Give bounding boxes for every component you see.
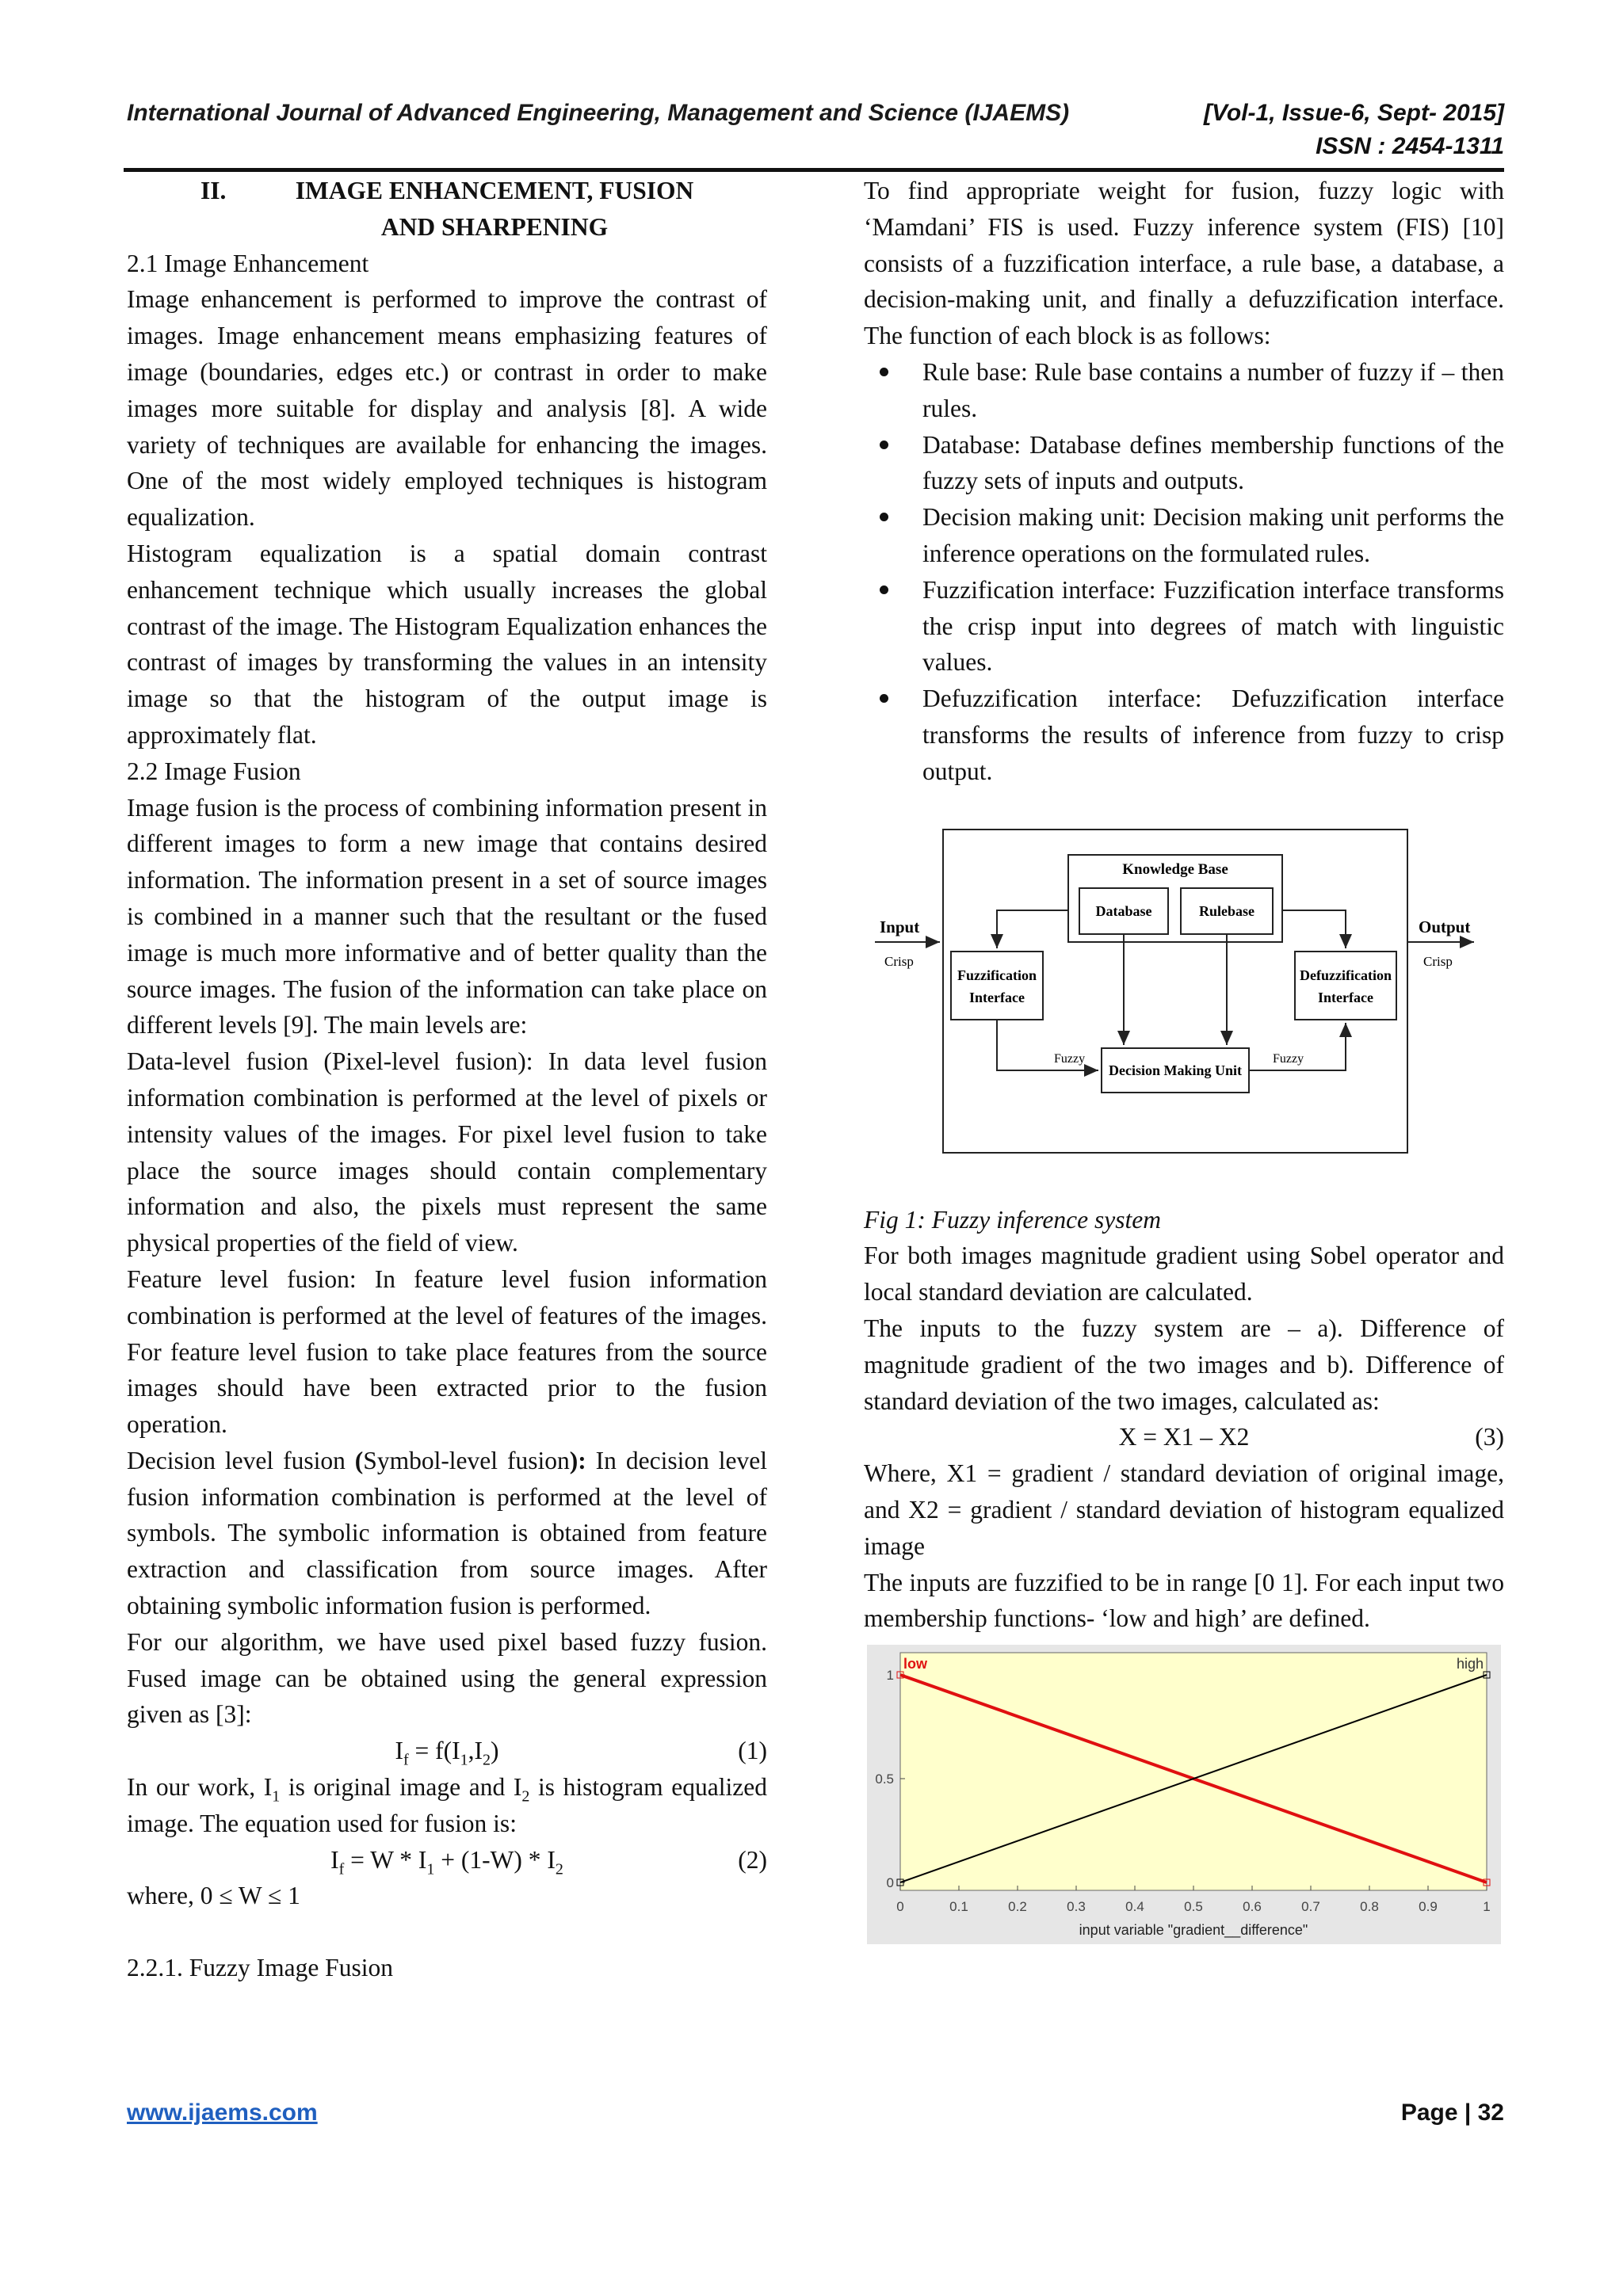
equation-number: (1) [738,1737,767,1765]
paragraph: Decision level fusion (Symbol-level fusion): In decision level fusion information combination is performed at the level of symbols. The symbolic information is obtained from feature extraction and classification from source images. After obtaining symbolic information fusion is performed. [127,1446,767,1620]
x-tick-label: 0.5 [1184,1899,1203,1915]
fuzzy-left-label: Fuzzy [1054,1051,1086,1066]
kb-to-fuzz-arrow [997,910,1068,948]
paragraph: Feature level fusion: In feature level fusion information combination is performed at the level of features of the images. For feature level fusion to take place features from the source images should have been extracted prior to the fusion operation. [127,1264,767,1439]
subsection-2-2-heading: 2.2 Image Fusion [127,757,301,785]
bullet-icon [880,368,888,376]
bullet-icon [880,513,888,521]
knowledge-base-label: Knowledge Base [1122,860,1228,878]
equation-2: $I_f = W * I_1 + (1-W) * I_2$ (2) [127,1842,767,1878]
figure-1-caption: Fig 1: Fuzzy inference system [864,1205,1161,1234]
x-tick-label: 0.3 [1067,1899,1086,1915]
paragraph: The inputs are fuzzified to be in range [0 1]. For each input two membership functions- ‘low and high’ are defined. [864,1568,1504,1633]
paragraph: In our work, $I_1$ is original image and $I_2$ is histogram equalized image. The equation used for fusion is: [127,1773,767,1837]
x-tick-label: 0.7 [1301,1899,1320,1915]
bullet-icon [880,441,888,449]
bullet-list [864,354,1504,790]
issn: ISSN : 2454-1311 [1316,133,1504,159]
paragraph: For our algorithm, we have used pixel based fuzzy fusion. Fused image can be obtained using the general expression given as [3]: [127,1627,767,1729]
y-tick-label: 1 [886,1668,894,1684]
defuzzification-box [1295,952,1396,1020]
x-tick-label: 0 [896,1899,904,1915]
paragraph: Histogram equalization is a spatial domain contrast enhancement technique which usually increases the global contrast of the image. The Histogram Equalization enhances the contrast of images by transforming the values in an intensity image so that the histogram of the output image is approximately flat. [127,539,767,749]
rulebase-label: Rulebase [1198,902,1255,919]
bullet-icon [880,585,888,594]
kb-to-defuzz-arrow [1282,910,1346,948]
fuzzy-right-label: Fuzzy [1273,1051,1304,1066]
section-title-line2: AND SHARPENING [380,212,609,241]
page-number: Page | 32 [1400,2100,1504,2126]
list-item: Decision making unit: Decision making unit performs the inference operations on the formulated rules. [864,499,1504,572]
paragraph: For both images magnitude gradient using Sobel operator and local standard deviation are calculated. [864,1241,1504,1306]
crisp-out-label: Crisp [1423,953,1453,969]
section-number: II. [200,177,227,204]
volume-info: [Vol-1, Issue-6, Sept- 2015] [1203,100,1504,126]
fuzzification-label: Fuzzification [957,967,1037,983]
header-rule [124,168,1504,172]
section-title-line1: IMAGE ENHANCEMENT, FUSION [295,177,694,204]
decision-label: Decision Making Unit [1108,1062,1243,1078]
list-item: Database: Database defines membership functions of the fuzzy sets of inputs and outputs. [864,427,1504,500]
section-heading [127,173,767,209]
paragraph: Where, X1 = gradient / standard deviation of original image, and X2 = gradient / standard deviation of histogram equalized image [864,1459,1504,1560]
plot-area [900,1653,1487,1890]
x-tick-label: 0.2 [1008,1899,1027,1915]
fuzzification-box [951,952,1043,1020]
x-tick-label: 0.1 [949,1899,968,1915]
paragraph: To find appropriate weight for fusion, fuzzy logic with ‘Mamdani’ FIS is used. Fuzzy inference system (FIS) [10] consists of a fuzzification interface, a rule base, a database, a decision-making unit, and finally a defuzzification interface. The function of each block is as follows: [864,177,1504,350]
x-tick-label: 0.9 [1419,1899,1438,1915]
x-tick-label: 0.4 [1125,1899,1144,1915]
membership-chart-svg [864,1645,1504,1944]
fis-diagram [864,790,1504,1202]
x-tick-label: 0.8 [1360,1899,1379,1915]
figure-1 [864,790,1504,1202]
bullet-icon [880,694,888,703]
list-item: Fuzzification interface: Fuzzification interface transforms the crisp input into degrees of match with linguistic values. [864,572,1504,681]
membership-chart [864,1645,1504,1955]
subsection-2-2-1-heading: 2.2.1. Fuzzy Image Fusion [127,1954,393,1982]
equation-1: $I_f = f(I_1,I_2)$ (1) [127,1733,767,1769]
paragraph: The inputs to the fuzzy system are – a). Difference of magnitude gradient of the two images and b). Difference of standard deviation of the two images, calculated as: [864,1314,1504,1415]
right-column [864,173,1504,1955]
defuzzification-label2: Interface [1318,989,1373,1005]
equation-3: X = X1 – X2 (3) [864,1419,1504,1455]
left-column [127,173,767,1986]
x-tick-label: 1 [1483,1899,1491,1915]
equation-number: (3) [1475,1423,1504,1451]
series-label-low: low [903,1656,927,1672]
y-tick-label: 0 [886,1875,894,1891]
equation-number: (2) [738,1845,767,1874]
x-tick-label: 0.6 [1243,1899,1262,1915]
list-item: Rule base: Rule base contains a number of fuzzy if – then rules. [864,354,1504,427]
crisp-in-label: Crisp [884,953,914,969]
paragraph: Data-level fusion (Pixel-level fusion): In data level fusion information combination is performed at the level of pixels or intensity values of the images. For pixel level fusion to take place the source images should contain complementary information and also, the pixels must represent the same physical properties of the field of view. [127,1047,767,1257]
input-label: Input [880,917,920,936]
paragraph: Image fusion is the process of combining information present in different images to form a new image that contains desired information. The information present in a set of source images is combined in a manner such that the resultant or the fused image is much more informative and of better quality than the source images. The fusion of the information can take place on different levels [9]. The main levels are: [127,793,767,1039]
database-label: Database [1095,902,1152,919]
website-link[interactable]: www.ijaems.com [127,2100,318,2126]
list-item: Defuzzification interface: Defuzzification interface transforms the results of inference from fuzzy to crisp output. [864,681,1504,789]
output-label: Output [1419,917,1471,936]
subsection-2-1-heading: 2.1 Image Enhancement [127,249,369,277]
journal-title: International Journal of Advanced Engineering, Management and Science (IJAEMS) [127,100,1070,126]
y-tick-label: 0.5 [875,1772,894,1787]
defuzzification-label: Defuzzification [1300,967,1392,983]
paragraph: where, 0 ≤ W ≤ 1 [127,1882,300,1910]
x-axis-label: input variable "gradient__difference" [1079,1922,1308,1939]
fuzzification-label2: Interface [969,989,1025,1005]
series-label-high: high [1456,1656,1484,1672]
paragraph: Image enhancement is performed to improve the contrast of images. Image enhancement means emphasizing features of image (boundaries, edges etc.) or contrast in order to make images more suitable for display and analysis [8]. A wide variety of techniques are available for enhancing the images. One of the most widely employed techniques is histogram equalization. [127,285,767,532]
